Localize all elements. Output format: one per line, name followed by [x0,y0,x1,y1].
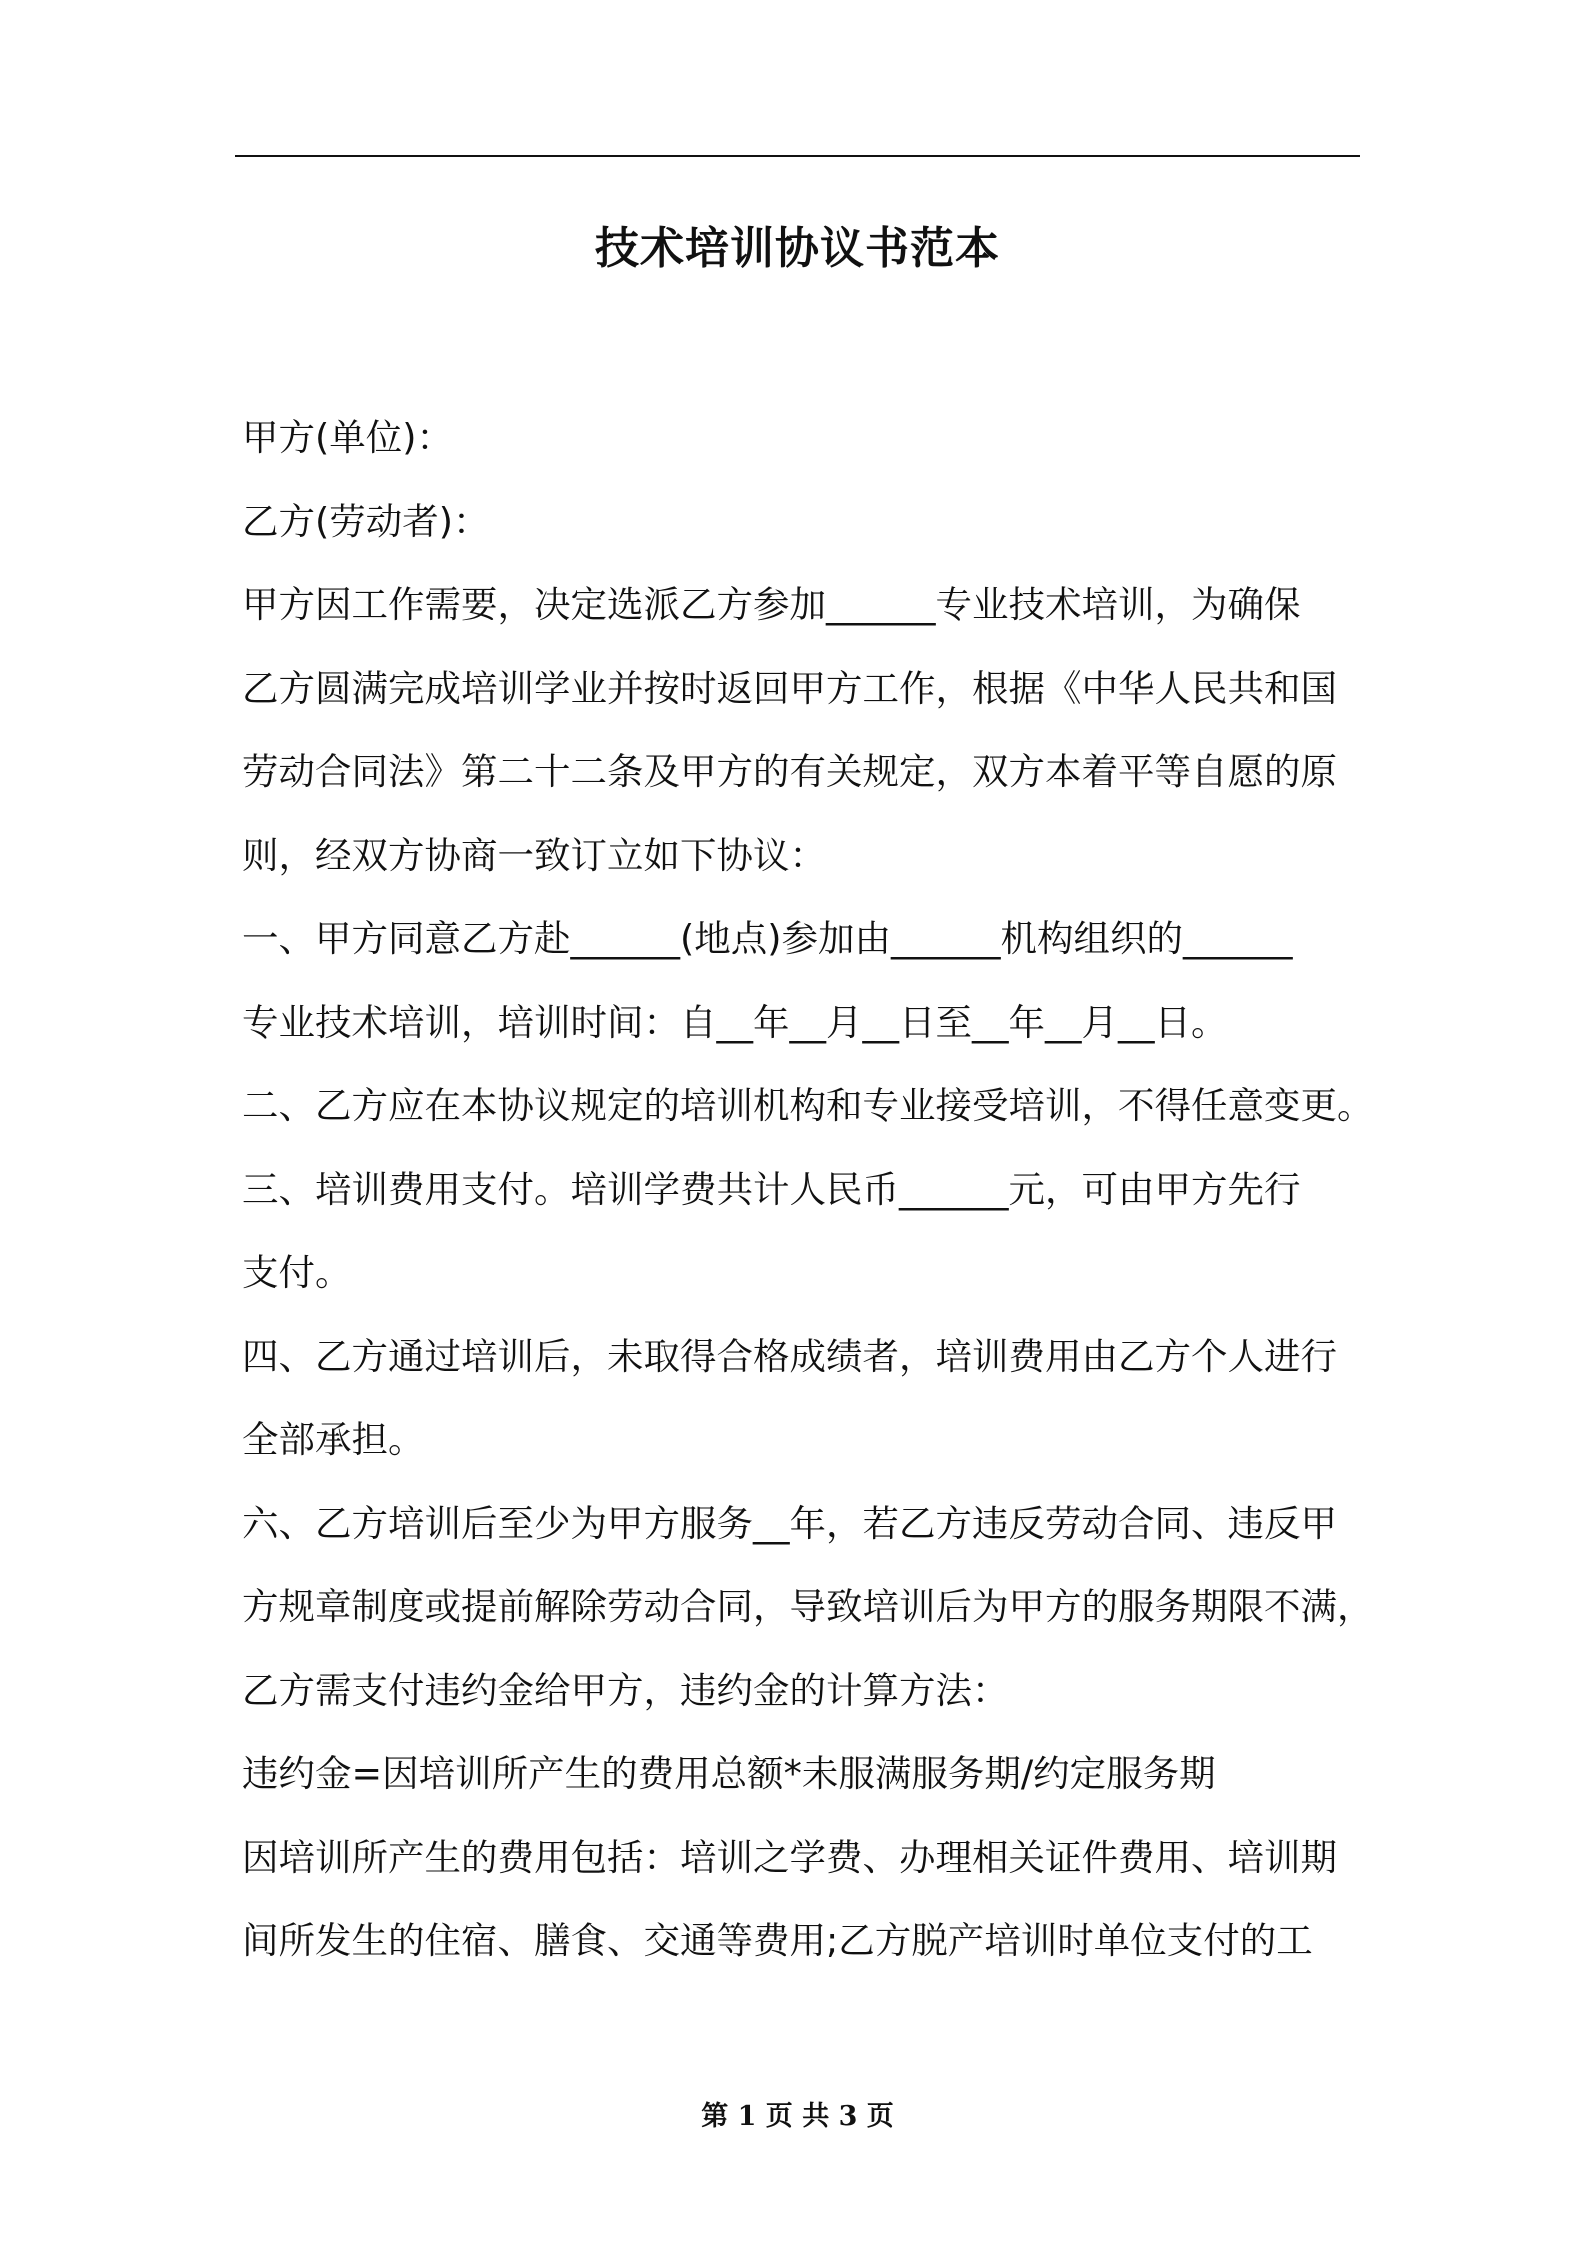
clause-1-line-2: 专业技术培训，培训时间：自__年__月__日至__年__月__日。 [242,1000,1228,1044]
penalty-formula-line: 违约金=因培训所产生的费用总额*未服满服务期/约定服务期 [242,1752,1216,1795]
clause-1-line-1: 一、甲方同意乙方赴______(地点)参加由______机构组织的______ [242,917,1293,960]
clause-3-line-2: 支付。 [242,1251,352,1294]
clause-6-line-1: 六、乙方培训后至少为甲方服务__年，若乙方违反劳动合同、违反甲 [242,1501,1337,1545]
page-number-footer: 第 1 页 共 3 页 [701,2101,894,2132]
document-body [242,408,1382,1995]
preamble-line-1: 甲方因工作需要，决定选派乙方参加______专业技术培训，为确保 [242,583,1301,626]
header-rule [235,155,1360,157]
clause-4-line-1: 四、乙方通过培训后，未取得合格成绩者，培训费用由乙方个人进行 [242,1334,1337,1378]
preamble-line-3: 劳动合同法》第二十二条及甲方的有关规定，双方本着平等自愿的原 [242,750,1337,793]
preamble-line-2: 乙方圆满完成培训学业并按时返回甲方工作，根据《中华人民共和国 [242,666,1337,710]
party-a-line: 甲方(单位)： [242,416,453,459]
clause-3-line-1: 三、培训费用支付。培训学费共计人民币______元，可由甲方先行 [242,1167,1301,1211]
document-title: 技术培训协议书范本 [595,223,1000,274]
clause-6-line-2: 方规章制度或提前解除劳动合同，导致培训后为甲方的服务期限不满， [242,1585,1374,1628]
clause-6-line-3: 乙方需支付违约金给甲方，违约金的计算方法： [242,1668,1009,1712]
costs-line-1: 因培训所产生的费用包括：培训之学费、办理相关证件费用、培训期 [242,1835,1337,1879]
preamble-line-4: 则，经双方协商一致订立如下协议： [242,833,826,877]
party-b-line: 乙方(劳动者)： [242,499,490,543]
clause-4-line-2: 全部承担。 [242,1418,425,1461]
clause-2-line: 二、乙方应在本协议规定的培训机构和专业接受培训，不得任意变更。 [242,1084,1374,1127]
costs-line-2: 间所发生的住宿、膳食、交通等费用;乙方脱产培训时单位支付的工 [242,1919,1313,1962]
